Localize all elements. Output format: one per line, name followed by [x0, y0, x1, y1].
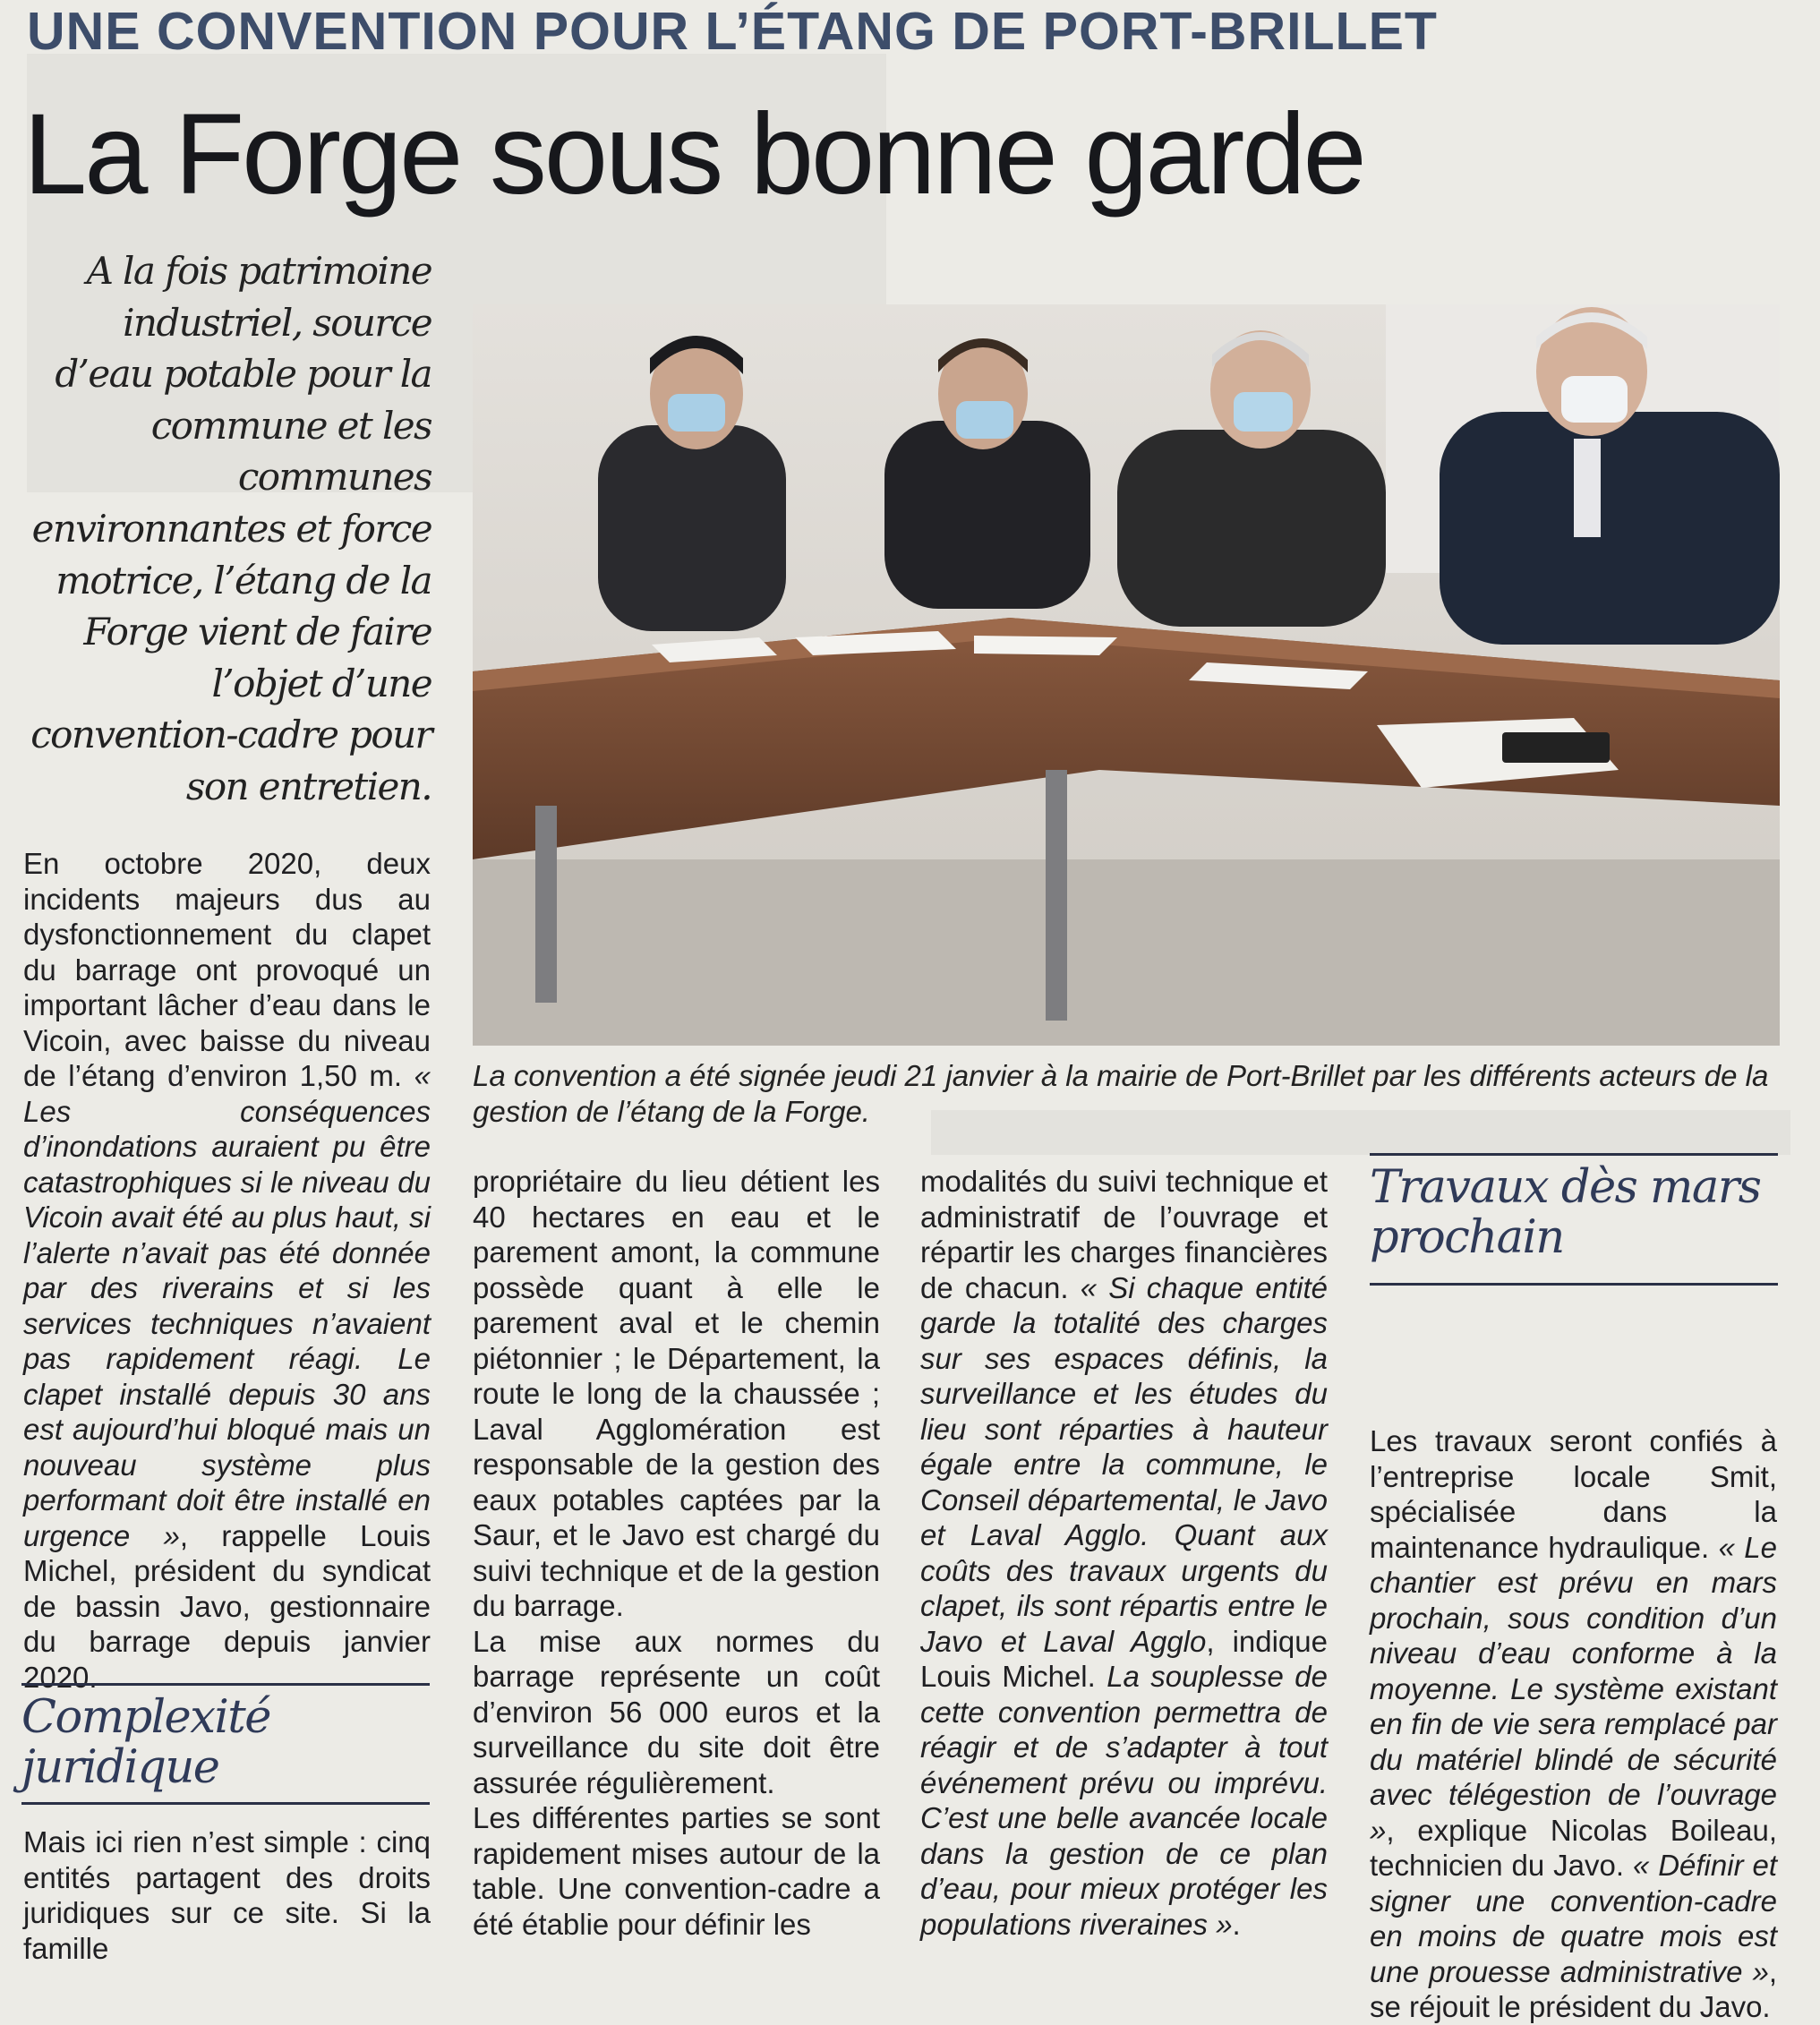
- column-1: [23, 846, 431, 1695]
- col4-quote-a: « Le chantier est prévu en mars prochain, sous condition d’un niveau d’eau conforme à la moyenne. Le système existant en fin de vie sera remplacé par du matériel blindé de sécurité avec télégestion de l’ouvrage »: [1370, 1530, 1778, 1847]
- photo-caption: La convention a été signée jeudi 21 janvier à la mairie de Port-Brillet par les différents acteurs de la gestion de l’étang de la Forge.: [473, 1059, 1769, 1128]
- column-4: [1370, 1423, 1777, 2025]
- col3-quote-a: « Si chaque entité garde la totalité des charges sur ses espaces définis, la surveillance et les études du lieu sont réparties à hauteur égale entre la commune, le Conseil départemental, le Javo et Laval Agglo. Quant aux coûts des travaux urgents du clapet, ils sont répartis entre le Javo et Laval Agglo: [920, 1270, 1328, 1658]
- col2-paragraph-1: propriétaire du lieu détient les 40 hectares en eau et le parement amont, la commune possède quant à elle le parement aval et le chemin piétonnier ; le Département, la route le long de la chaussée ; Laval Agglomération est responsable de la gestion des eaux potables captées par la Saur, et le Javo est chargé du suivi technique et de la gestion du barrage.: [473, 1165, 880, 1622]
- article-standfirst: A la fois patrimoine industriel, source d’eau potable pour la commune et les communes environnantes et force motrice, l’étang de la Forge vient de faire l’objet d’une convention-cadre pour son entretien.: [30, 249, 432, 808]
- intro-paragraph: [23, 846, 431, 1695]
- column-1-bottom: [23, 1824, 431, 1966]
- intro-plain: En octobre 2020, deux incidents majeurs dus au dysfonctionnement du clapet du barrage ont provoqué un important lâcher d’eau dans le Vicoin, avec baisse du niveau de l’étang d’environ 1,50 m.: [23, 847, 431, 1092]
- legal-paragraph: Mais ici rien n’est simple : cinq entités partagent des droits juridiques sur ce site. Si la famille: [23, 1825, 431, 1965]
- subhead-works: Travaux dès mars prochain: [1370, 1161, 1761, 1264]
- subhead-works-frame: [1370, 1153, 1778, 1286]
- col3-end: .: [1232, 1907, 1241, 1941]
- col4-mid: , explique Nicolas Boileau, technicien du Javo.: [1370, 1813, 1777, 1882]
- col3-paragraph: [920, 1164, 1328, 1942]
- column-2: [473, 1164, 880, 1942]
- col3-plain: modalités du suivi technique et administratif de l’ouvrage et répartir les charges financières de chacun.: [920, 1165, 1328, 1304]
- col3-mid: , indique Louis Michel.: [920, 1624, 1328, 1693]
- col2-paragraph-3: Les différentes parties se sont rapidement mises autour de la table. Une convention-cadre a été établie pour définir les: [473, 1801, 880, 1941]
- article-kicker: UNE CONVENTION POUR L’ÉTANG DE PORT-BRILLET: [27, 2, 1438, 61]
- subhead-legal-frame: [21, 1683, 430, 1805]
- col4-paragraph: [1370, 1423, 1777, 2025]
- col4-quote-b: « Définir et signer une convention-cadre en moins de quatre mois est une prouesse administrative »: [1370, 1849, 1778, 1988]
- photo-illustration: [473, 304, 1780, 1046]
- col3-quote-b: La souplesse de cette convention permettra de réagir et de s’adapter à tout événement prévu ou imprévu. C’est une belle avancée locale dans la gestion de ce plan d’eau, pour mieux protéger les populations riveraines »: [920, 1660, 1328, 1941]
- column-3: [920, 1164, 1328, 1942]
- intro-end: , rappelle Louis Michel, président du syndicat de bassin Javo, gestionnaire du barrage depuis janvier 2020.: [23, 1518, 431, 1694]
- col2-paragraph-2: La mise aux normes du barrage représente un coût d’environ 56 000 euros et la surveillance du site doit être assurée régulièrement.: [473, 1624, 880, 1799]
- article-photo: [473, 304, 1780, 1046]
- article-headline: La Forge sous bonne garde: [23, 90, 1364, 218]
- col4-plain: Les travaux seront confiés à l’entreprise locale Smit, spécialisée dans la maintenance hydraulique.: [1370, 1424, 1777, 1564]
- subhead-legal: Complexité juridique: [21, 1691, 270, 1794]
- col4-end: , se réjouit le président du Javo.: [1370, 1954, 1777, 2023]
- intro-quote: « Les conséquences d’inondations auraient pu être catastrophiques si le niveau du Vicoin avait été au plus haut, si l’alerte n’avait pas été donnée par des riverains et si les services techniques n’avaient pas rapidement réagi. Le clapet installé depuis 30 ans est aujourd’hui bloqué mais un nouveau système plus performant doit être installé en urgence »: [23, 1059, 431, 1552]
